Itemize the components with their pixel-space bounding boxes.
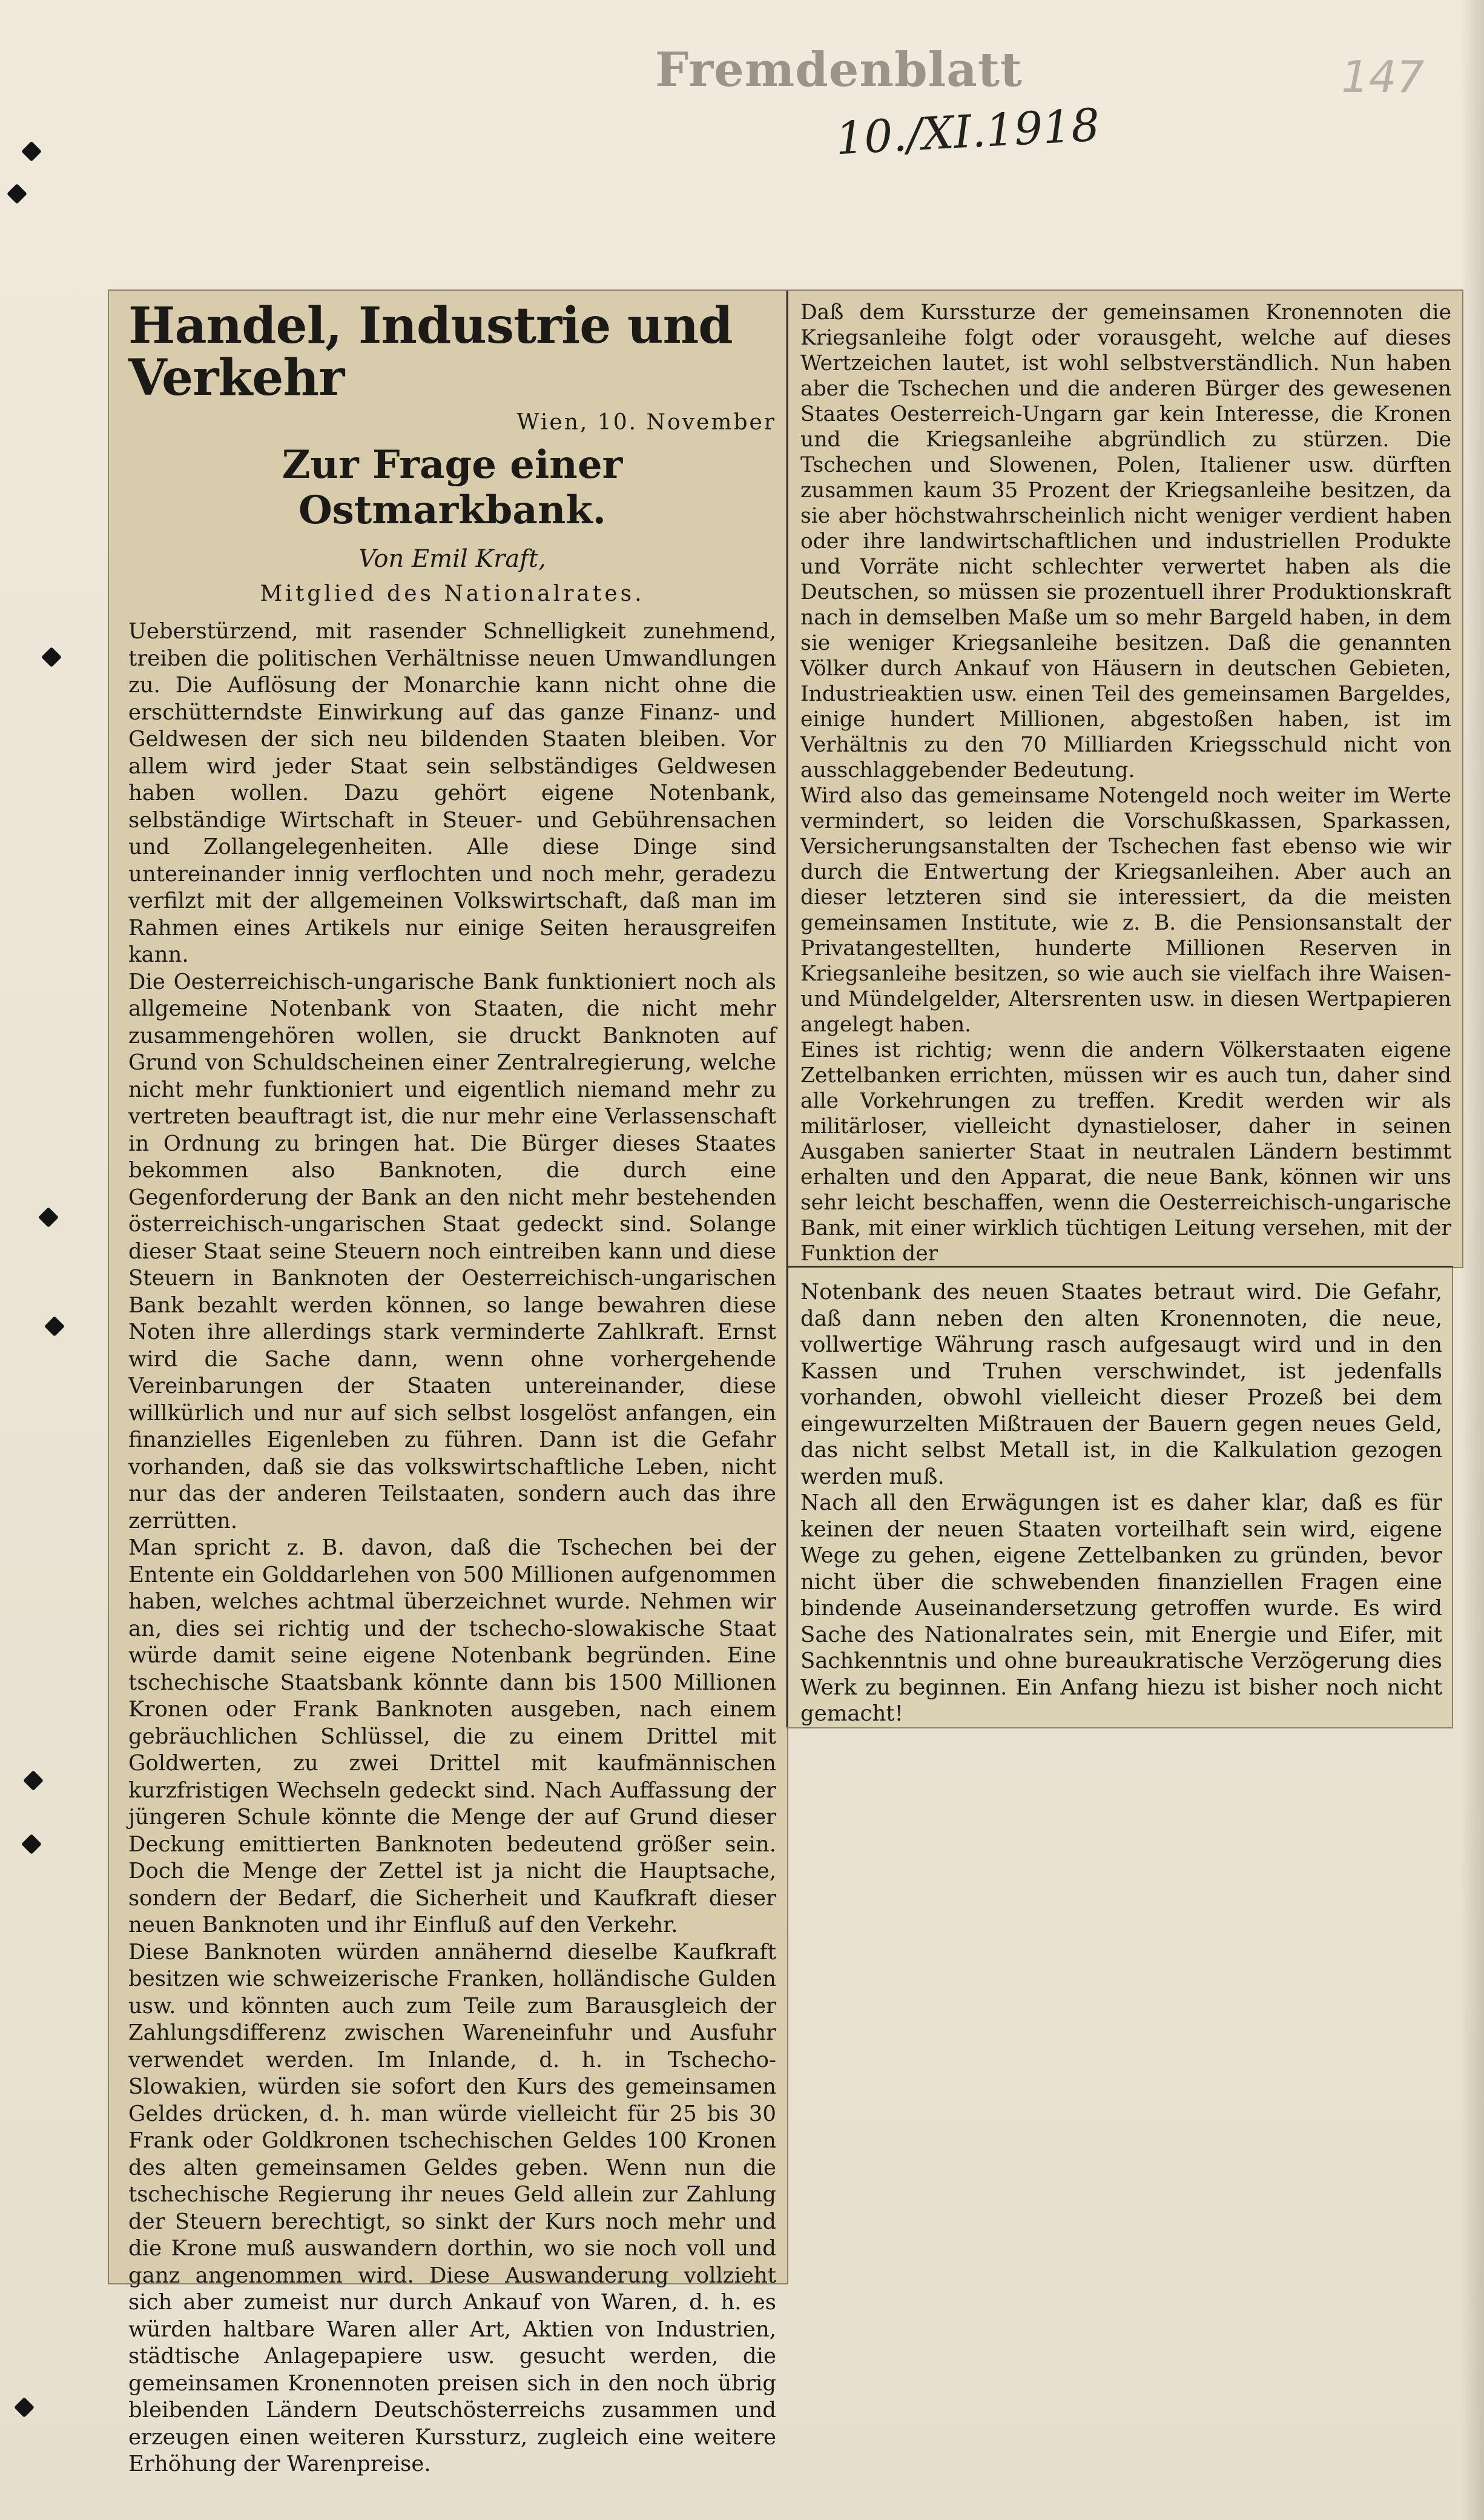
article-body-left	[128, 618, 776, 2478]
article-paragraph: Daß dem Kurssturze der gemeinsamen Kronennoten die Kriegsanleihe folgt oder vorausgeht, welche auf dieses Wertzeichen lautet, ist wohl selbstverständlich. Nun haben aber die Tschechen und die anderen Bürger des gewesenen Staates Oesterreich-Ungarn gar kein Interesse, die Kronen und die Kriegsanleihe abgründlich zu stürzen. Die Tschechen und Slowenen, Polen, Italiener usw. dürften zusammen kaum 35 Prozent der Kriegsanleihe besitzen, da sie aber höchstwahrscheinlich nicht weniger verdient haben oder ihre landwirtschaftlichen und industriellen Produkte und Vorräte nicht schlechter verwertet haben als die Deutschen, so müssen sie prozentuell ihrer Produktionskraft nach in demselben Maße um so mehr Bargeld haben, in dem sie weniger Kriegsanleihe besitzen. Daß die genannten Völker durch Ankauf von Häusern in deutschen Gebieten, Industrieaktien usw. einen Teil des gemeinsamen Bargeldes, einige hundert Millionen, abgestoßen haben, ist im Verhältnis zu den 70 Milliarden Kriegsschuld nicht von ausschlaggebender Bedeutung.	[800, 300, 1451, 782]
handwritten-date: 10./XI.1918	[834, 99, 1101, 165]
article-left-column	[128, 297, 776, 2478]
article-right-top-column	[800, 300, 1451, 1266]
article-body-right-bottom	[800, 1279, 1442, 1727]
article-body-right-top	[800, 300, 1451, 1266]
dateline: Wien, 10. November	[516, 410, 776, 435]
article-right-bottom-column	[800, 1279, 1442, 1727]
column-divider	[787, 291, 788, 1727]
article-paragraph: Nach all den Erwägungen ist es daher klar, daß es für keinen der neuen Staaten vorteilhaft sein wird, eigene Wege zu gehen, eigene Zettelbanken zu gründen, bevor nicht über die schwebenden finanziellen Fragen eine bindende Auseinandersetzung getroffen wurde. Es wird Sache des Nationalrates sein, mit Energie und Eifer, mit Sachkenntnis und ohne bureaukratische Verzögerung dies Werk zu beginnen. Ein Anfang hiezu ist bisher noch nicht gemacht!	[800, 1490, 1442, 1726]
article-paragraph: Ueberstürzend, mit rasender Schnelligkeit zunehmend, treiben die politischen Verhältnisse neuen Umwandlungen zu. Die Auflösung der Monarchie kann nicht ohne die erschütterndste Einwirkung auf das ganze Finanz- und Geldwesen der sich neu bildenden Staaten bleiben. Vor allem wird jeder Staat sein selbständiges Geldwesen haben wollen. Dazu gehört eigene Notenbank, selbständige Wirtschaft in Steuer- und Gebührensachen und Zollangelegenheiten. Alle diese Dinge sind untereinander innig verflochten und noch mehr, geradezu verfilzt mit der allgemeinen Volkswirtschaft, daß man im Rahmen eines Artikels nur einige Seiten herausgreifen kann.	[128, 619, 776, 968]
article-paragraph: Wird also das gemeinsame Notengeld noch weiter im Werte vermindert, so leiden die Vorschußkassen, Sparkassen, Versicherungsanstalten der Tschechen fast ebenso wie wir durch die Entwertung der Kriegsanleihen. Aber auch an dieser letzteren sind sie interessiert, da die meisten gemeinsamen Institute, wie z. B. die Pensionsanstalt der Privatangestellten, hunderte Millionen Reserven in Kriegsanleihe besitzen, so wie auch sie vielfach ihre Waisen- und Mündelgelder, Altersrenten usw. in diesen Wertpapieren angelegt haben.	[800, 784, 1451, 1037]
article-paragraph: Notenbank des neuen Staates betraut wird. Die Gefahr, daß dann neben den alten Kronennoten, die neue, vollwertige Währung rasch aufgesaugt wird und in den Kassen und Truhen verschwindet, ist jedenfalls vorhanden, obwohl vielleicht dieser Prozeß bei dem eingewurzelten Mißtrauen der Bauern gegen neues Geld, das nicht selbst Metall ist, in die Kalkulation gezogen werden muß.	[800, 1280, 1442, 1489]
archive-header	[642, 42, 1101, 165]
article-paragraph: Die Oesterreichisch-ungarische Bank funktioniert noch als allgemeine Notenbank von Staaten, die nicht mehr zusammengehören wollen, sie druckt Banknoten auf Grund von Schuldscheinen einer Zentralregierung, welche nicht mehr funktioniert und eigentlich niemand mehr zu vertreten beauftragt ist, die nur mehr eine Verlassenschaft in Ordnung zu bringen hat. Die Bürger dieses Staates bekommen also Banknoten, die durch eine Gegenforderung der Bank an den nicht mehr bestehenden österreichisch-ungarischen Staat gedeckt sind. Solange dieser Staat seine Steuern noch eintreiben kann und diese Steuern in Banknoten der Oesterreichisch-ungarischen Bank bezahlt werden können, so lange bewahren diese Noten ihre allerdings stark verminderte Zahlkraft. Ernst wird die Sache dann, wenn ohne vorhergehende Vereinbarungen der Staaten untereinander, diese willkürlich und nur auf sich selbst losgelöst anfangen, ein finanzielles Eigenleben zu führen. Dann ist die Gefahr vorhanden, daß sie das volkswirtschaftliche Leben, nicht nur das der anderen Teilstaaten, sondern auch das ihre zerrütten.	[128, 969, 776, 1533]
byline: Von Emil Kraft,	[358, 545, 546, 574]
section-title: Handel, Industrie und Verkehr	[128, 297, 733, 408]
author-role: Mitglied des Nationalrates.	[260, 581, 645, 607]
article-title: Zur Frage einer Ostmarkbank.	[282, 442, 623, 534]
sheet-edge-shadow	[1460, 0, 1484, 2520]
article-paragraph: Diese Banknoten würden annähernd dieselbe Kaufkraft besitzen wie schweizerische Franken, holländische Gulden usw. und könnten auch zum Teile zum Barausgleich der Zahlungsdifferenz zwischen Wareneinfuhr und Ausfuhr verwendet werden. Im Inlande, d. h. in Tschecho-Slowakien, würden sie sofort den Kurs des gemeinsamen Geldes drücken, d. h. man würde vielleicht für 25 bis 30 Frank oder Goldkronen tschechischen Geldes 100 Kronen des alten gemeinsamen Geldes geben. Wenn nun die tschechische Regierung ihr neues Geld allein zur Zahlung der Steuern berechtigt, so sinkt der Kurs noch mehr und die Krone muß auswandern dorthin, wo sie noch voll und ganz angenommen wird. Diese Auswanderung vollzieht sich aber zumeist nur durch Ankauf von Waren, d. h. es würden haltbare Waren aller Art, Aktien von Industrien, städtische Anlagepapiere usw. gesucht werden, die gemeinsamen Kronennoten preisen sich in den noch übrig bleibenden Ländern Deutschösterreichs zusammen und erzeugen einen weiteren Kurssturz, zugleich eine weitere Erhöhung der Warenpreise.	[128, 1939, 776, 2477]
article-paragraph: Eines ist richtig; wenn die andern Völkerstaaten eigene Zettelbanken errichten, müssen wir es auch tun, daher sind alle Vorkehrungen zu treffen. Kredit werden wir als militärloser, vielleicht dynastieloser, daher in seinen Ausgaben sanierter Staat in neutralen Ländern bestimmt erhalten und den Apparat, die neue Bank, können wir uns sehr leicht beschaffen, wenn die Oesterreichisch-ungarische Bank, mit einer wirklich tüchtigen Leitung versehen, mit der Funktion der	[800, 1038, 1451, 1266]
newspaper-name-stamp: Fremdenblatt	[655, 42, 1023, 98]
archive-page-number: 147	[1341, 51, 1425, 102]
article-paragraph: Man spricht z. B. davon, daß die Tschechen bei der Entente ein Golddarlehen von 500 Millionen aufgenommen haben, welches achtmal überzeichnet wurde. Nehmen wir an, dies sei richtig und der tschecho-slowakische Staat würde damit seine eigene Notenbank begründen. Eine tschechische Staatsbank könnte dann bis 1500 Millionen Kronen oder Frank Banknoten ausgeben, nach einem gebräuchlichen Schlüssel, die zu einem Drittel mit Goldwerten, zu zwei Drittel mit kaufmännischen kurzfristigen Wechseln gedeckt sind. Nach Auffassung der jüngeren Schule könnte die Menge der auf Grund dieser Deckung emittierten Banknoten bedeutend größer sein. Doch die Menge der Zettel ist ja nicht die Hauptsache, sondern der Bedarf, die Sicherheit und Kaufkraft dieser neuen Banknoten und ihr Einfluß auf den Verkehr.	[128, 1535, 776, 1938]
